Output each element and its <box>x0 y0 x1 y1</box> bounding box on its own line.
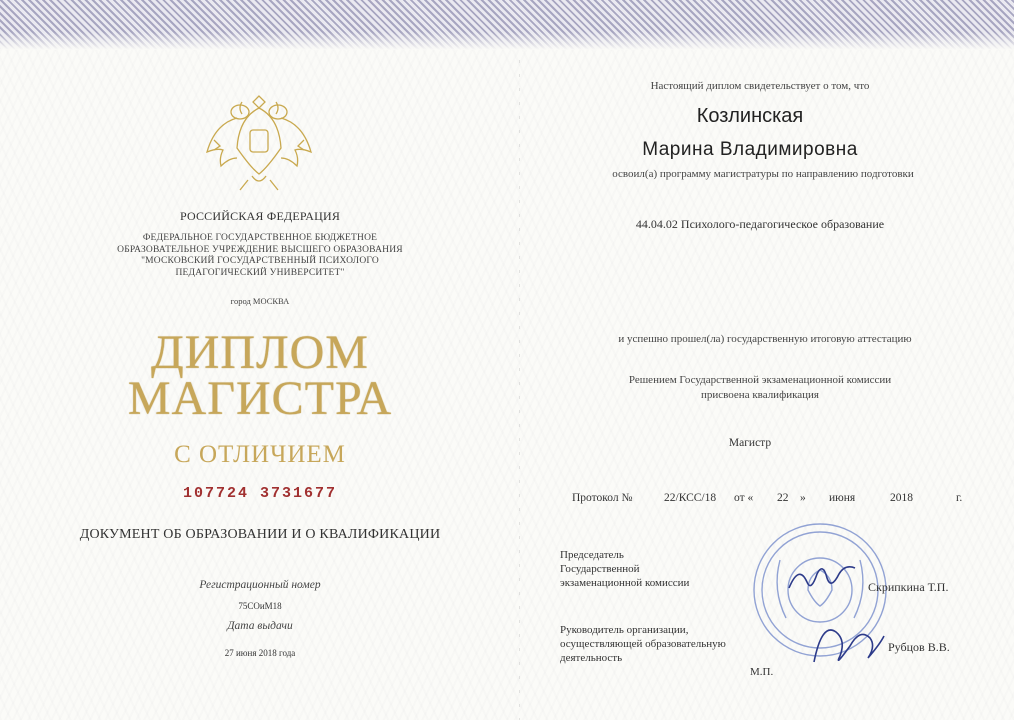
honors-label: С ОТЛИЧИЕМ <box>174 441 346 468</box>
graduate-name: Марина Владимировна <box>642 139 858 160</box>
chair-signature-icon <box>785 560 865 600</box>
registration-number: 75СОиМ18 <box>238 601 282 611</box>
commission-chair-name: Скрипкина Т.П. <box>868 580 949 594</box>
protocol-from: от « <box>734 492 754 504</box>
institution-line-3: "МОСКОВСКИЙ ГОСУДАРСТВЕННЫЙ ПСИХОЛОГО <box>141 256 379 266</box>
serial-number: 107724 3731677 <box>182 485 338 502</box>
chair-line-2: Государственной <box>560 563 640 575</box>
graduate-surname: Козлинская <box>696 105 804 127</box>
security-pattern-band <box>0 0 1014 50</box>
protocol-month: июня <box>829 492 856 504</box>
head-line-2: осуществляющей образовательную <box>560 638 726 650</box>
institution-name <box>70 233 450 279</box>
center-fold <box>519 60 520 720</box>
institution-line-4: ПЕДАГОГИЧЕСКИЙ УНИВЕРСИТЕТ" <box>175 267 345 278</box>
certifies-text: Настоящий диплом свидетельствует о том, что <box>650 80 870 92</box>
document-type: ДОКУМЕНТ ОБ ОБРАЗОВАНИИ И О КВАЛИФИКАЦИИ <box>79 527 441 542</box>
city-label: город МОСКВА <box>230 296 290 306</box>
diploma-title-line-1: ДИПЛОМ <box>151 326 369 379</box>
seal-place-label: М.П. <box>750 666 774 678</box>
commission-decision <box>580 373 940 403</box>
organization-head-name: Рубцов В.В. <box>888 640 950 654</box>
institution-line-2: ОБРАЗОВАТЕЛЬНОЕ УЧРЕЖДЕНИЕ ВЫСШЕГО ОБРАЗОВАНИЯ <box>117 244 403 255</box>
head-line-3: деятельность <box>560 652 623 664</box>
diploma-title <box>60 326 460 425</box>
study-direction: 44.04.02 Психолого-педагогическое образование <box>635 217 885 231</box>
program-statement: освоил(а) программу магистратуры по направлению подготовки <box>612 168 914 180</box>
chair-line-1: Председатель <box>560 549 624 561</box>
protocol-close-quote: » <box>800 492 806 504</box>
issue-date: 27 июня 2018 года <box>224 648 296 658</box>
protocol-day: 22 <box>777 492 789 504</box>
protocol-number: 22/КСС/18 <box>664 492 717 504</box>
protocol-suffix: г. <box>956 492 963 504</box>
institution-line-1: ФЕДЕРАЛЬНОЕ ГОСУДАРСТВЕННОЕ БЮДЖЕТНОЕ <box>142 233 378 243</box>
diploma-title-line-2: МАГИСТРА <box>127 372 393 425</box>
protocol-label: Протокол № <box>572 492 633 504</box>
head-signature-icon <box>808 612 888 672</box>
registration-label: Регистрационный номер <box>199 579 321 591</box>
commission-chair-label <box>560 548 750 590</box>
decision-line-1: Решением Государственной экзаменационной комиссии <box>628 374 892 386</box>
chair-line-3: экзаменационной комиссии <box>560 577 690 589</box>
decision-line-2: присвоена квалификация <box>701 389 819 401</box>
qualification: Магистр <box>728 437 772 449</box>
head-line-1: Руководитель организации, <box>560 624 689 636</box>
attestation-statement: и успешно прошел(ла) государственную итоговую аттестацию <box>618 333 912 345</box>
issue-date-label: Дата выдачи <box>227 620 293 632</box>
country-heading: РОССИЙСКАЯ ФЕДЕРАЦИЯ <box>179 209 341 223</box>
protocol-year: 2018 <box>890 492 913 504</box>
protocol-line <box>572 492 972 508</box>
coat-of-arms-icon <box>200 88 318 196</box>
organization-head-label <box>560 623 770 665</box>
